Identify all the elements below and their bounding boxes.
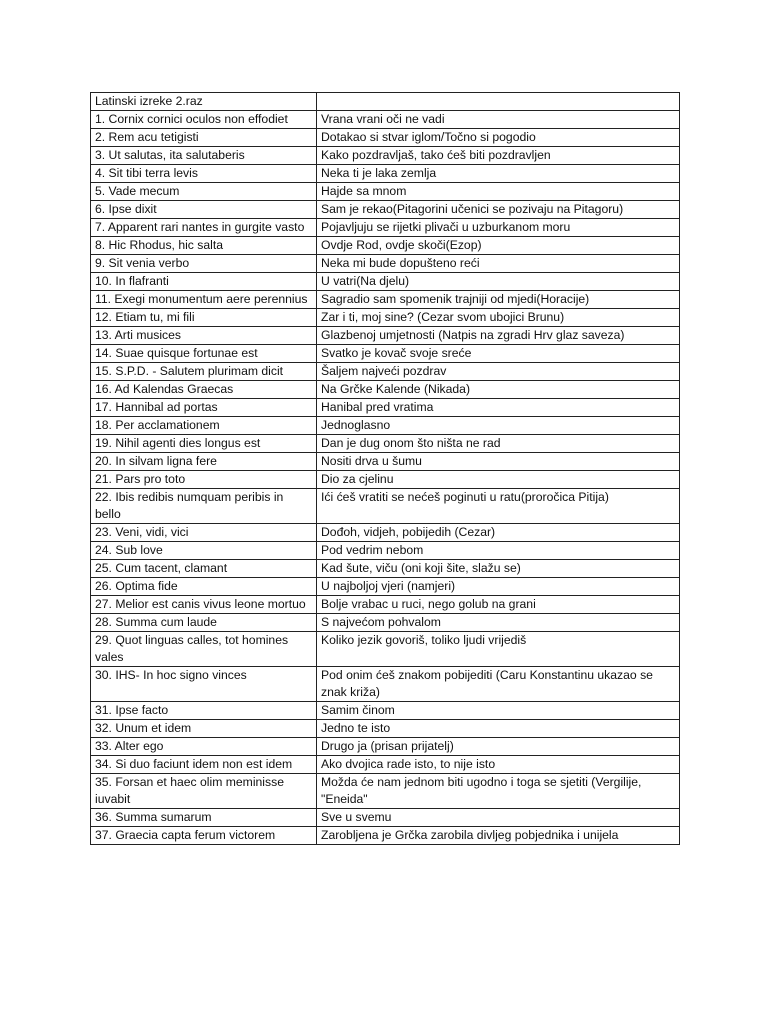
croatian-translation: Zar i ti, moj sine? (Cezar svom ubojici Brunu) <box>317 309 680 327</box>
latin-saying: 34. Si duo faciunt idem non est idem <box>91 756 317 774</box>
croatian-translation: Glazbenoj umjetnosti (Natpis na zgradi Hrv glaz saveza) <box>317 327 680 345</box>
latin-saying: 10. In flafranti <box>91 273 317 291</box>
table-row <box>91 255 680 273</box>
latin-saying: 30. IHS- In hoc signo vinces <box>91 667 317 702</box>
table-row <box>91 560 680 578</box>
latin-saying: 15. S.P.D. - Salutem plurimam dicit <box>91 363 317 381</box>
table-row <box>91 291 680 309</box>
table-row <box>91 489 680 524</box>
croatian-translation: Nositi drva u šumu <box>317 453 680 471</box>
latin-saying: 23. Veni, vidi, vici <box>91 524 317 542</box>
title-empty-cell <box>317 93 680 111</box>
croatian-translation: Na Grčke Kalende (Nikada) <box>317 381 680 399</box>
table-row <box>91 201 680 219</box>
table-row <box>91 471 680 489</box>
latin-saying: 16. Ad Kalendas Graecas <box>91 381 317 399</box>
latin-saying: 13. Arti musices <box>91 327 317 345</box>
croatian-translation: Pojavljuju se rijetki plivači u uzburkanom moru <box>317 219 680 237</box>
latin-saying: 4. Sit tibi terra levis <box>91 165 317 183</box>
latin-saying: 29. Quot linguas calles, tot homines vales <box>91 632 317 667</box>
croatian-translation: Bolje vrabac u ruci, nego golub na grani <box>317 596 680 614</box>
table-row <box>91 435 680 453</box>
croatian-translation: Zarobljena je Grčka zarobila divljeg pobjednika i unijela <box>317 827 680 845</box>
table-row <box>91 363 680 381</box>
latin-saying: 24. Sub love <box>91 542 317 560</box>
latin-saying: 6. Ipse dixit <box>91 201 317 219</box>
croatian-translation: Šaljem najveći pozdrav <box>317 363 680 381</box>
table-row <box>91 453 680 471</box>
latin-saying: 9. Sit venia verbo <box>91 255 317 273</box>
table-row <box>91 542 680 560</box>
croatian-translation: Kako pozdravljaš, tako ćeš biti pozdravljen <box>317 147 680 165</box>
croatian-translation: Dio za cjelinu <box>317 471 680 489</box>
latin-saying: 36. Summa sumarum <box>91 809 317 827</box>
table-row <box>91 129 680 147</box>
table-row <box>91 738 680 756</box>
croatian-translation: Dan je dug onom što ništa ne rad <box>317 435 680 453</box>
latin-saying: 18. Per acclamationem <box>91 417 317 435</box>
latin-saying: 7. Apparent rari nantes in gurgite vasto <box>91 219 317 237</box>
table-row <box>91 237 680 255</box>
latin-saying: 5. Vade mecum <box>91 183 317 201</box>
document-title: Latinski izreke 2.raz <box>91 93 317 111</box>
latin-saying: 17. Hannibal ad portas <box>91 399 317 417</box>
croatian-translation: Koliko jezik govoriš, toliko ljudi vrijediš <box>317 632 680 667</box>
table-row <box>91 524 680 542</box>
latin-saying: 22. Ibis redibis numquam peribis in bello <box>91 489 317 524</box>
latin-saying: 27. Melior est canis vivus leone mortuo <box>91 596 317 614</box>
latin-saying: 12. Etiam tu, mi fili <box>91 309 317 327</box>
table-row <box>91 399 680 417</box>
croatian-translation: Jedno te isto <box>317 720 680 738</box>
latin-saying: 1. Cornix cornici oculos non effodiet <box>91 111 317 129</box>
table-row <box>91 702 680 720</box>
table-row <box>91 165 680 183</box>
croatian-translation: Hajde sa mnom <box>317 183 680 201</box>
table-row <box>91 219 680 237</box>
croatian-translation: Neka ti je laka zemlja <box>317 165 680 183</box>
table-row <box>91 667 680 702</box>
latin-saying: 21. Pars pro toto <box>91 471 317 489</box>
table-row <box>91 809 680 827</box>
croatian-translation: Ići ćeš vratiti se nećeš poginuti u ratu(proročica Pitija) <box>317 489 680 524</box>
croatian-translation: Hanibal pred vratima <box>317 399 680 417</box>
table-row <box>91 327 680 345</box>
latin-saying: 14. Suae quisque fortunae est <box>91 345 317 363</box>
table-row <box>91 632 680 667</box>
croatian-translation: Pod vedrim nebom <box>317 542 680 560</box>
croatian-translation: Drugo ja (prisan prijatelj) <box>317 738 680 756</box>
croatian-translation: Sam je rekao(Pitagorini učenici se pozivaju na Pitagoru) <box>317 201 680 219</box>
croatian-translation: U najboljoj vjeri (namjeri) <box>317 578 680 596</box>
croatian-translation: Svatko je kovač svoje sreće <box>317 345 680 363</box>
table-row <box>91 183 680 201</box>
latin-saying: 25. Cum tacent, clamant <box>91 560 317 578</box>
table-row <box>91 596 680 614</box>
latin-saying: 8. Hic Rhodus, hic salta <box>91 237 317 255</box>
croatian-translation: Dođoh, vidjeh, pobijedih (Cezar) <box>317 524 680 542</box>
croatian-translation: Kad šute, viču (oni koji šite, slažu se) <box>317 560 680 578</box>
table-row <box>91 827 680 845</box>
title-row <box>91 93 680 111</box>
croatian-translation: Pod onim ćeš znakom pobijediti (Caru Konstantinu ukazao se znak križa) <box>317 667 680 702</box>
table-row <box>91 381 680 399</box>
latin-saying: 11. Exegi monumentum aere perennius <box>91 291 317 309</box>
croatian-translation: Ako dvojica rade isto, to nije isto <box>317 756 680 774</box>
table-row <box>91 720 680 738</box>
croatian-translation: Ovdje Rod, ovdje skoči(Ezop) <box>317 237 680 255</box>
latin-saying: 37. Graecia capta ferum victorem <box>91 827 317 845</box>
table-row <box>91 111 680 129</box>
latin-saying: 3. Ut salutas, ita salutaberis <box>91 147 317 165</box>
latin-saying: 35. Forsan et haec olim meminisse iuvabit <box>91 774 317 809</box>
latin-saying: 32. Unum et idem <box>91 720 317 738</box>
latin-saying: 20. In silvam ligna fere <box>91 453 317 471</box>
croatian-translation: Neka mi bude dopušteno reći <box>317 255 680 273</box>
croatian-translation: Sagradio sam spomenik trajniji od mjedi(Horacije) <box>317 291 680 309</box>
croatian-translation: Samim činom <box>317 702 680 720</box>
table-row <box>91 774 680 809</box>
table-body <box>91 93 680 845</box>
latin-saying: 26. Optima fide <box>91 578 317 596</box>
latin-saying: 19. Nihil agenti dies longus est <box>91 435 317 453</box>
table-row <box>91 309 680 327</box>
croatian-translation: Vrana vrani oči ne vadi <box>317 111 680 129</box>
table-row <box>91 417 680 435</box>
croatian-translation: Sve u svemu <box>317 809 680 827</box>
croatian-translation: U vatri(Na djelu) <box>317 273 680 291</box>
table-row <box>91 614 680 632</box>
table-row <box>91 345 680 363</box>
table-row <box>91 147 680 165</box>
latin-saying: 28. Summa cum laude <box>91 614 317 632</box>
croatian-translation: Jednoglasno <box>317 417 680 435</box>
table-row <box>91 578 680 596</box>
latin-saying: 2. Rem acu tetigisti <box>91 129 317 147</box>
sayings-table <box>90 92 680 845</box>
latin-saying: 33. Alter ego <box>91 738 317 756</box>
croatian-translation: S najvećom pohvalom <box>317 614 680 632</box>
croatian-translation: Možda će nam jednom biti ugodno i toga se sjetiti (Vergilije, "Eneida" <box>317 774 680 809</box>
croatian-translation: Dotakao si stvar iglom/Točno si pogodio <box>317 129 680 147</box>
latin-saying: 31. Ipse facto <box>91 702 317 720</box>
table-row <box>91 273 680 291</box>
table-row <box>91 756 680 774</box>
